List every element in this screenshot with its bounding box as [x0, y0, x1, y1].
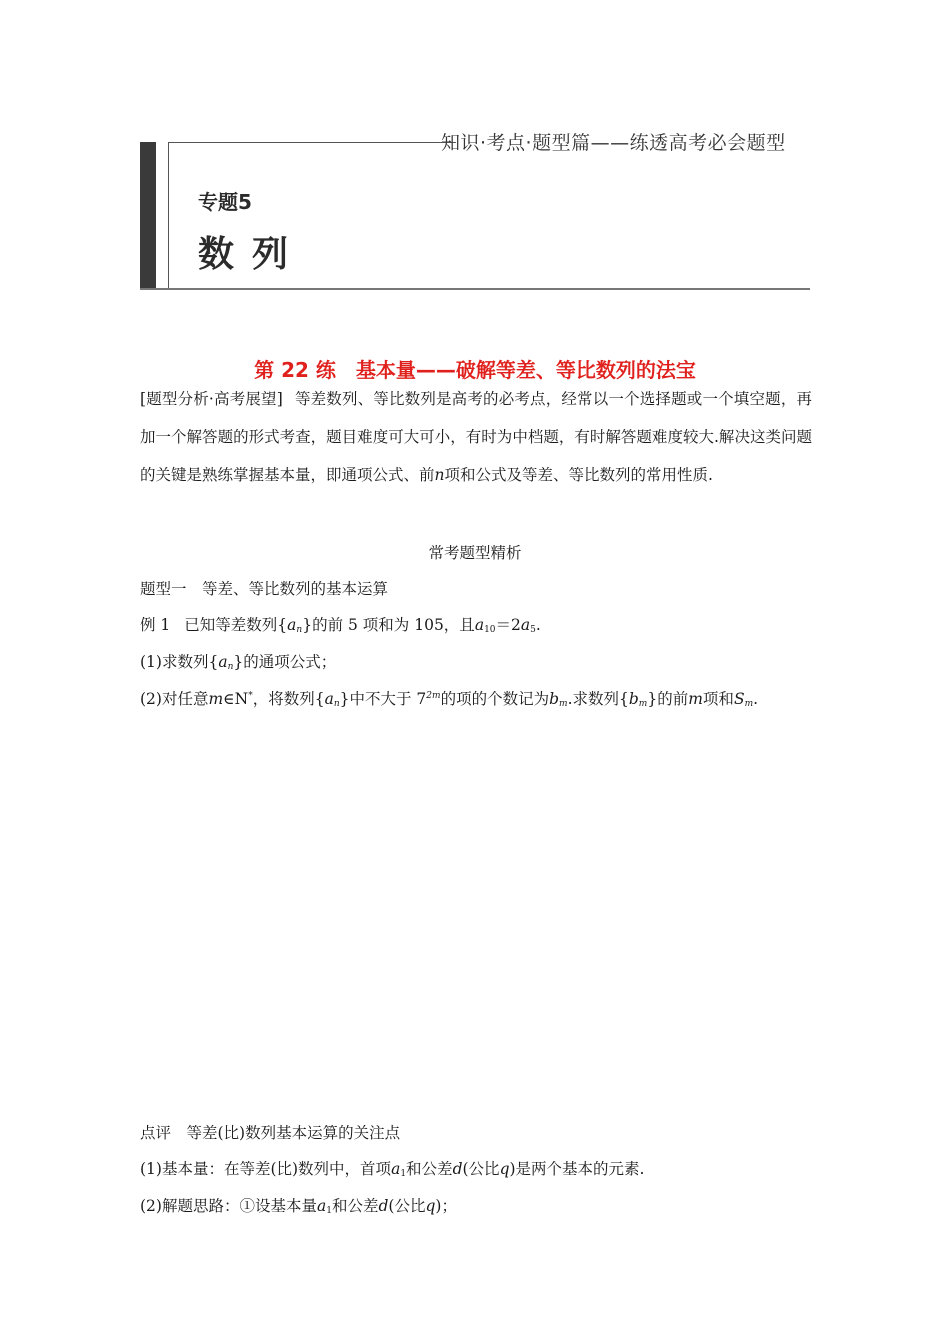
example-text: .: [535, 616, 541, 634]
example-1: [140, 613, 541, 635]
review-text: 和公差: [406, 1160, 453, 1178]
part-text: ∈N: [223, 690, 249, 708]
example-part-2: [140, 687, 758, 709]
part-text: 项和: [702, 690, 734, 708]
review-text: (1)基本量：在等差(比)数列中，首项: [140, 1160, 392, 1178]
review-text: )是两个基本的元素.: [509, 1160, 645, 1178]
sub-n: n: [296, 625, 303, 635]
var-m: m: [208, 690, 224, 708]
question-type-title: 题型一 等差、等比数列的基本运算: [140, 580, 389, 598]
example-text: ＝2: [495, 616, 521, 634]
review-title: 点评 等差(比)数列基本运算的关注点: [140, 1124, 401, 1142]
sub-m: m: [559, 699, 568, 709]
section-heading: 常考题型精析: [428, 544, 522, 562]
var-a: a: [520, 616, 531, 634]
var-q: q: [425, 1197, 436, 1215]
example-label: 例 1: [140, 616, 171, 634]
var-m: m: [688, 690, 703, 708]
sub-5: 5: [530, 625, 536, 635]
sub-m: m: [744, 699, 754, 709]
part-text: }的前: [647, 690, 689, 708]
review-text: 和公差: [331, 1197, 379, 1215]
sub-1: 1: [326, 1206, 332, 1216]
review-text: (2)解题思路：①设基本量: [140, 1197, 317, 1215]
part-text: }中不大于 7: [339, 690, 427, 708]
part-text: (1)求数列{: [140, 653, 219, 671]
var-d: d: [452, 1160, 463, 1178]
topic-title: 数列: [198, 234, 307, 275]
header-dark-bar: [140, 142, 156, 290]
part-text: (2)对任意: [140, 690, 209, 708]
intro-text-1: 等差数列、等比数列是高考的必考点，经常以一个选择题或一个填空题，再加一个解答题的形式考查，题目难度可大可小，有时为中档题，有时解答题难度较大.解决这类问题的关键是熟练掌握基本量，即通项公式、前: [140, 390, 812, 484]
review-point-1: [140, 1157, 644, 1179]
var-a: a: [287, 616, 297, 634]
review-text: (公比: [388, 1197, 426, 1215]
var-b: b: [628, 690, 639, 708]
example-text: }的前 5 项和为 105，且: [302, 616, 475, 634]
var-a: a: [316, 1197, 327, 1215]
var-S: S: [733, 690, 745, 708]
sub-1: 1: [400, 1169, 407, 1179]
review-text: )；: [435, 1197, 457, 1215]
part-text: }的通项公式；: [233, 653, 337, 671]
part-text: .求数列{: [567, 690, 629, 708]
var-q: q: [499, 1160, 510, 1178]
sub-n: n: [333, 699, 340, 709]
sub-n: n: [227, 662, 234, 672]
intro-tag: [题型分析·高考展望]: [140, 390, 283, 408]
var-n: n: [434, 466, 445, 484]
header-bottom-rule: [140, 288, 810, 290]
var-a: a: [391, 1160, 401, 1178]
sup-2m: 2m: [426, 691, 441, 701]
example-part-1: [140, 650, 336, 672]
intro-paragraph: [140, 380, 812, 494]
part-text: .: [753, 690, 759, 708]
var-a: a: [218, 653, 228, 671]
review-text: (公比: [462, 1160, 500, 1178]
example-text: 已知等差数列{: [184, 616, 288, 634]
review-point-2: [140, 1194, 457, 1216]
var-a: a: [474, 616, 485, 634]
var-b: b: [549, 690, 560, 708]
sub-m: m: [638, 699, 648, 709]
header-left-rule: [168, 142, 169, 290]
var-a: a: [324, 690, 334, 708]
header-top-rule: [168, 142, 456, 143]
sup-star: *: [248, 691, 253, 701]
var-d: d: [378, 1197, 389, 1215]
series-title: 知识·考点·题型篇——练透高考必会题型: [441, 132, 786, 154]
sub-10: 10: [484, 625, 496, 635]
intro-text-2: 项和公式及等差、等比数列的常用性质.: [444, 466, 713, 484]
topic-label: 专题5: [198, 190, 252, 214]
part-text: 的项的个数记为: [440, 690, 550, 708]
lesson-title: 第 22 练 基本量——破解等差、等比数列的法宝: [254, 358, 696, 382]
part-text: ，将数列{: [252, 690, 325, 708]
